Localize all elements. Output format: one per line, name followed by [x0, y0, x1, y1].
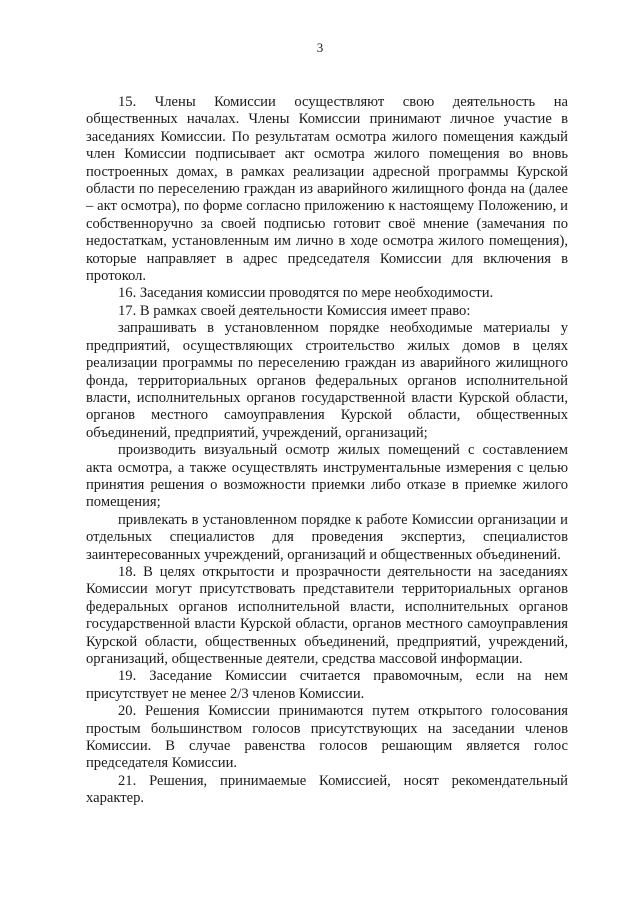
- paragraph-15-members-participation: 15. Члены Комиссии осуществляют свою деятельность на общественных началах. Члены Комиссии принимают личное участие в заседаниях Комиссии. По результатам осмотра жилого помещения каждый член Комиссии подписывает акт осмотра жилого помещения во вновь построенных домах, в рамках реализации адресной программы Курской области по переселению граждан из аварийного жилищного фонда на (далее – акт осмотра), по форме согласно приложению к настоящему Положению, и собственноручно за своей подписью готовит своё мнение (замечания по недостаткам, установленным им лично в ходе осмотра жилого помещения), которые направляет в адрес председателя Комиссии для включения в протокол.: [86, 94, 568, 285]
- paragraph-17-rights-intro: 17. В рамках своей деятельности Комиссия имеет право:: [118, 302, 471, 319]
- paragraph-17-right-involve-specialists: привлекать в установленном порядке к работе Комиссии организации и отдельных специалистов для проведения экспертиз, специалистов заинтересованных учреждений, организаций и общественных объединений.: [86, 511, 568, 563]
- paragraph-19-quorum: 19. Заседание Комиссии считается правомочным, если на нем присутствует не менее 2/3 членов Комиссии.: [86, 668, 568, 702]
- paragraph-16-meetings-frequency: 16. Заседания комиссии проводятся по мере необходимости.: [118, 285, 494, 302]
- document-body: [86, 94, 568, 808]
- paragraph-17-right-request-materials: запрашивать в установленном порядке необходимые материалы у предприятий, осуществляющих строительство жилых домов в целях реализации программы по переселению граждан из аварийного жилищного фонда, территориальных органов федеральных органов исполнительной власти, исполнительных органов государственной власти Курской области, органов местного самоуправления Курской области, общественных объединений, предприятий, учреждений, организаций;: [86, 320, 568, 441]
- paragraph-18-openness: 18. В целях открытости и прозрачности деятельности на заседаниях Комиссии могут присутствовать представители территориальных органов федеральных органов исполнительной власти, исполнительных органов государственной власти Курской области, органов местного самоуправления Курской области, общественных объединений, предприятий, учреждений, организаций, общественные деятели, средства массовой информации.: [86, 563, 568, 667]
- page-number: 3: [316, 40, 324, 55]
- paragraph-17-right-inspection: производить визуальный осмотр жилых помещений с составлением акта осмотра, а также осуществлять инструментальные измерения с целью принятия решения о возможности приемки либо отказе в приемке жилого помещения;: [86, 442, 568, 511]
- paragraph-21-recommendations: 21. Решения, принимаемые Комиссией, носят рекомендательный характер.: [86, 772, 568, 807]
- paragraph-20-voting: 20. Решения Комиссии принимаются путем открытого голосования простым большинством голосов присутствующих на заседании членов Комиссии. В случае равенства голосов решающим является голос председателя Комиссии.: [86, 703, 568, 772]
